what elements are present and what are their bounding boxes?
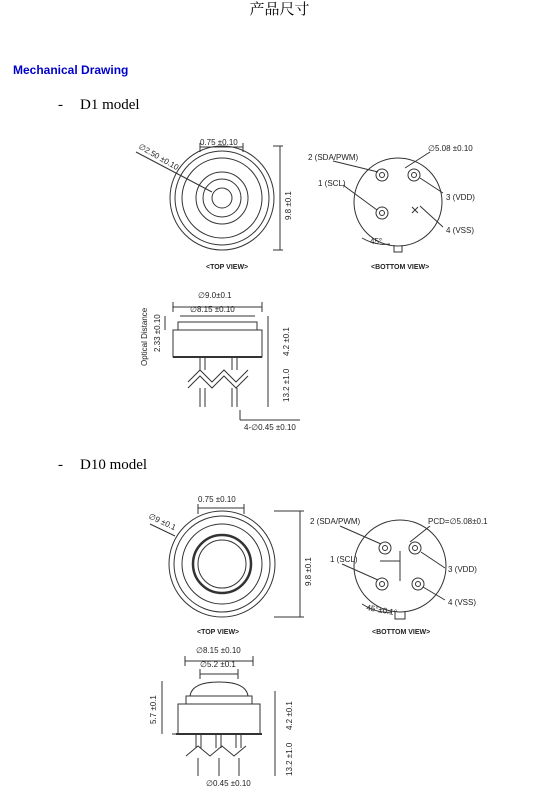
d1-top-dim-1: ∅2.50 ±0.10 [137, 141, 181, 173]
d10-pin-1-label: 1 (SCL) [330, 555, 358, 564]
d10-side-dim-0: ∅8.15 ±0.10 [196, 646, 241, 655]
d1-top-dim-0: 0.75 ±0.10 [200, 138, 238, 147]
d10-pin-3-label: 3 (VDD) [448, 565, 477, 574]
d1-pcd-label: ∅5.08 ±0.10 [428, 144, 473, 153]
d1-bottom-view [333, 152, 443, 252]
d1-pin-3-label: 3 (VDD) [446, 193, 475, 202]
d1-drawing [0, 120, 559, 440]
bullet-dash: - [58, 457, 63, 473]
d10-pin-2-label: 2 (SDA/PWM) [310, 517, 361, 526]
d1-side-dim-3: 4.2 ±0.1 [282, 327, 291, 356]
d1-pin-1-label: 1 (SCL) [318, 179, 346, 188]
d10-side-dim-5: ∅0.45 ±0.10 [206, 779, 251, 788]
d10-side-dim-3: 4.2 ±0.1 [285, 701, 294, 730]
d1-side-dim-0: ∅9.0±0.1 [198, 291, 232, 300]
d10-angle-label: 45°±0.1° [365, 603, 398, 618]
d1-side-dim-1: ∅8.15 ±0.10 [190, 305, 235, 314]
d10-bottom-caption: <BOTTOM VIEW> [372, 629, 431, 636]
d10-top-dim-0: 0.75 ±0.10 [198, 495, 236, 504]
d1-top-caption: <TOP VIEW> [206, 264, 249, 271]
d10-top-dim-2: 9.8 ±0.1 [304, 557, 313, 586]
d1-pin-4-label: 4 (VSS) [446, 226, 475, 235]
d1-top-dim-2: 9.8 ±0.1 [284, 191, 293, 220]
d10-top-caption: <TOP VIEW> [197, 629, 240, 636]
d1-side-dim-2: 2.33 ±0.10 [153, 314, 162, 352]
section-heading: Mechanical Drawing [13, 63, 129, 77]
d10-side-view [162, 656, 275, 776]
d10-top-dim-1: ∅9 ±0.1 [147, 511, 178, 533]
d10-side-dim-1: ∅5.2 ±0.1 [200, 660, 236, 669]
d1-bottom-caption: <BOTTOM VIEW> [371, 264, 430, 271]
d10-pin-4-label: 4 (VSS) [448, 598, 477, 607]
d10-bottom-view [340, 520, 446, 619]
d10-pcd-label: PCD=∅5.08±0.1 [428, 517, 488, 526]
model-name: D10 model [80, 457, 148, 473]
d1-pin-2-label: 2 (SDA/PWM) [308, 153, 359, 162]
d1-side-view [165, 302, 300, 420]
d1-angle-label: 45° [370, 237, 383, 246]
d10-side-dim-4: 13.2 ±1.0 [285, 742, 294, 776]
model-name: D1 model [80, 97, 140, 113]
d10-drawing [0, 486, 559, 789]
d1-optical-distance-label: Optical Distance [140, 307, 149, 366]
bullet-dash: - [58, 97, 63, 113]
d1-side-dim-4: 13.2 ±1.0 [282, 368, 291, 402]
model-heading-d1 [58, 97, 140, 114]
d10-side-dim-2: 5.7 ±0.1 [149, 695, 158, 724]
document-title: 产品尺寸 [249, 0, 310, 18]
model-heading-d10 [58, 457, 147, 474]
d1-side-dim-5: 4-∅0.45 ±0.10 [244, 423, 296, 432]
